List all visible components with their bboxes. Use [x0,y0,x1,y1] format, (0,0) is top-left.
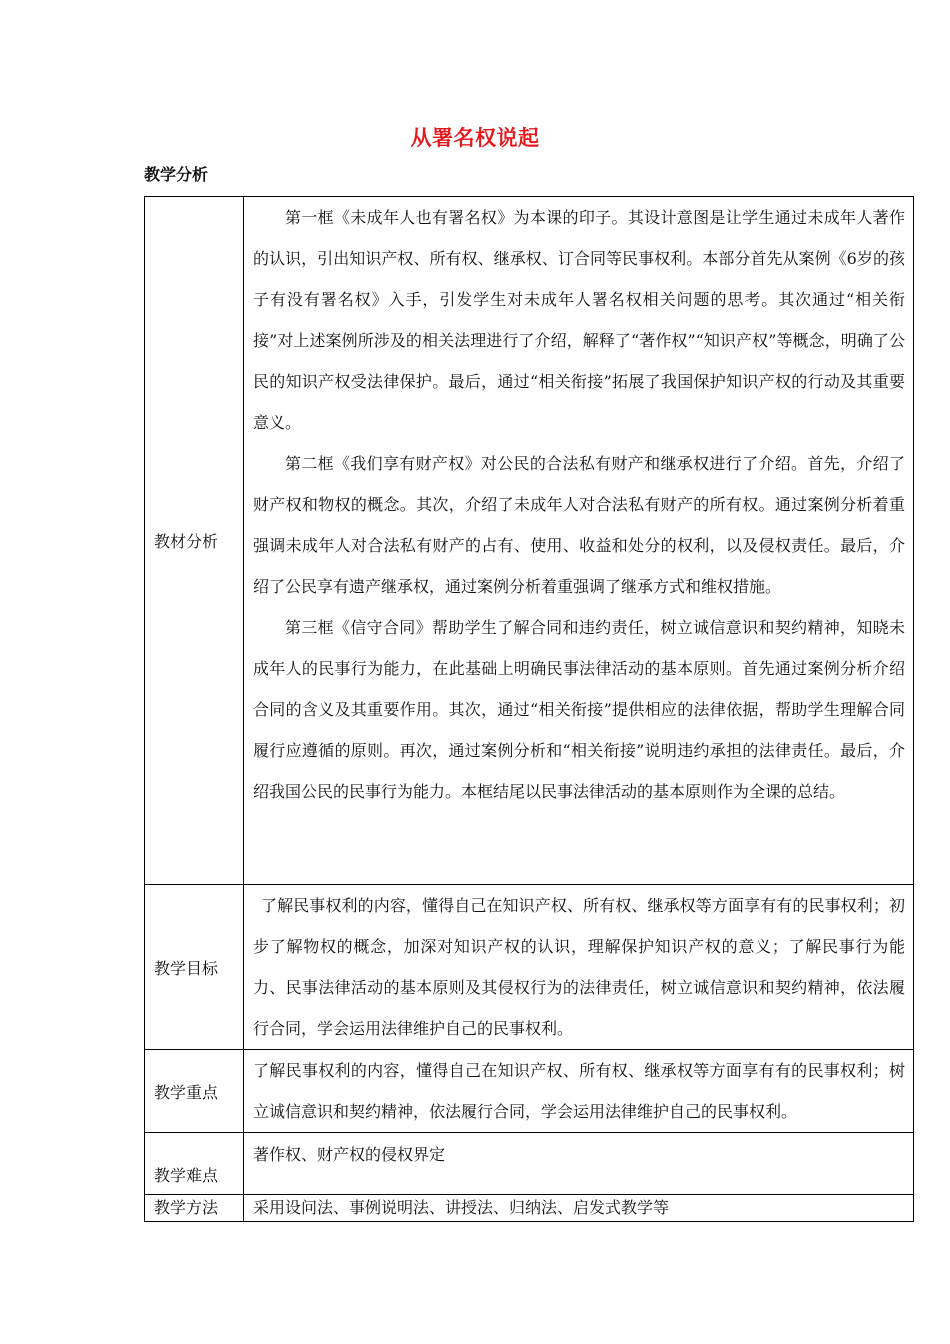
material-paragraph-3: 第三框《信守合同》帮助学生了解合同和违约责任，树立诚信意识和契约精神，知晓未成年人的民事行为能力，在此基础上明确民事法律活动的基本原则。首先通过案例分析介绍合同的含义及其重要作用。其次，通过“相关衔接”提供相应的法律依据，帮助学生理解合同履行应遵循的原则。再次，通过案例分析和“相关衔接”说明违约承担的法律责任。最后，介绍我国公民的民事行为能力。本框结尾以民事法律活动的基本原则作为全课的总结。 [253,618,905,801]
row-label-difficulty: 教学难点 [145,1133,244,1195]
row-content-method [244,1195,914,1222]
material-paragraph-2: 第二框《我们享有财产权》对公民的合法私有财产和继承权进行了介绍。首先，介绍了财产权和物权的概念。其次，介绍了未成年人对合法私有财产的所有权。通过案例分析着重强调未成年人对合法私有财产的占有、使用、收益和处分的权利，以及侵权责任。最后，介绍了公民享有遗产继承权，通过案例分析着重强调了继承方式和维权措施。 [253,454,905,596]
method-text: 采用设问法、事例说明法、讲授法、归纳法、启发式教学等 [253,1198,670,1217]
table-row-material [145,197,914,885]
row-content-material [244,197,914,885]
row-label-material: 教材分析 [145,197,244,885]
section-heading: 教学分析 [144,165,209,184]
key-text: 了解民事权利的内容，懂得自己在知识产权、所有权、继承权等方面享有有的民事权利；树立诚信意识和契约精神，依法履行合同，学会运用法律维护自己的民事权利。 [253,1061,905,1121]
row-content-key [244,1050,914,1133]
table-row-difficulty [145,1133,914,1195]
row-label-method: 教学方法 [145,1195,244,1222]
teaching-analysis-table [144,196,914,1222]
row-label-goal: 教学目标 [145,885,244,1050]
material-paragraph-1: 第一框《未成年人也有署名权》为本课的印子。其设计意图是让学生通过未成年人著作的认识，引出知识产权、所有权、继承权、订合同等民事权利。本部分首先从案例《6岁的孩子有没有署名权》入手，引发学生对未成年人署名权相关问题的思考。其次通过“相关衔接”对上述案例所涉及的相关法理进行了介绍，解释了“著作权”“知识产权”等概念，明确了公民的知识产权受法律保护。最后，通过“相关衔接”拓展了我国保护知识产权的行动及其重要意义。 [253,208,905,432]
difficulty-text: 著作权、财产权的侵权界定 [253,1145,446,1164]
row-content-goal [244,885,914,1050]
row-content-difficulty [244,1133,914,1195]
table-row-key [145,1050,914,1133]
goal-text: 了解民事权利的内容，懂得自己在知识产权、所有权、继承权等方面享有有的民事权利；初步了解物权的概念，加深对知识产权的认识，理解保护知识产权的意义；了解民事行为能力、民事法律活动的基本原则及其侵权行为的法律责任，树立诚信意识和契约精神，依法履行合同，学会运用法律维护自己的民事权利。 [253,896,905,1038]
row-label-key: 教学重点 [145,1050,244,1133]
table-row-method [145,1195,914,1222]
page-title: 从署名权说起 [410,126,540,150]
table-row-goal [145,885,914,1050]
